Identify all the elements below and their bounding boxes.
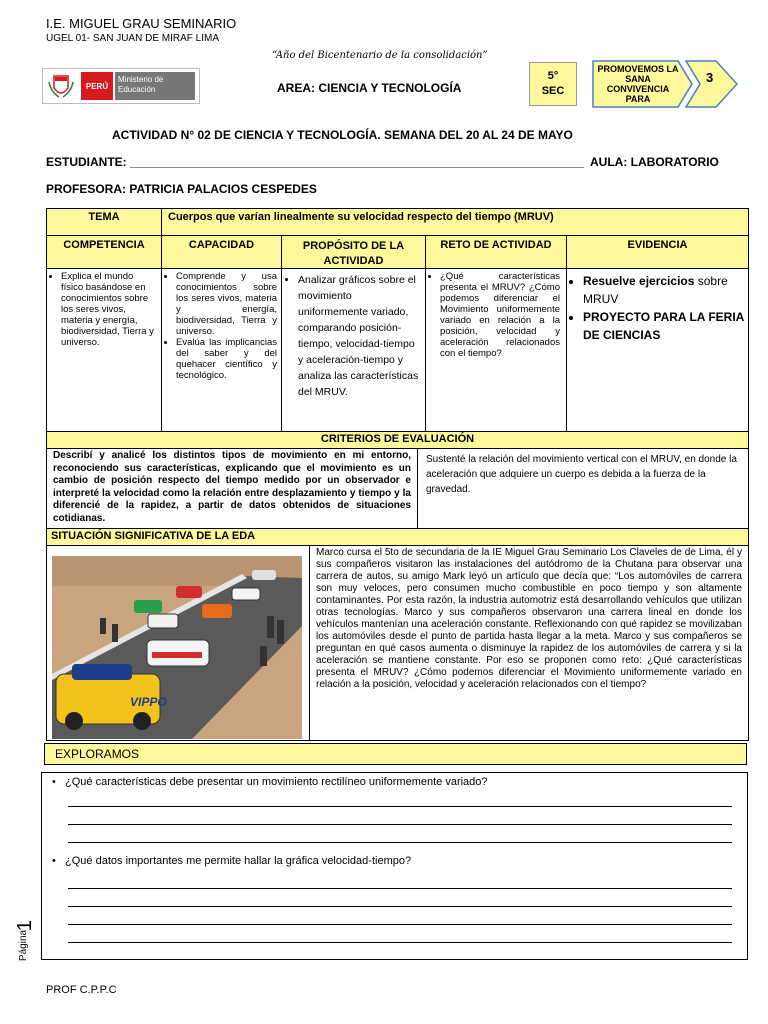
situacion-title: SITUACIÓN SIGNIFICATIVA DE LA EDA [46,528,749,546]
header-reto: RETO DE ACTIVIDAD [425,235,567,269]
criterio-1: Describí y analicé los distintos tipos de movimiento en mi entorno, reconociendo sus características, explicando que el movimiento es un cambio de posición respecto del tiempo medido por un observador e interpreté la velocidad como la relación entre desplazamiento y tiempo y la diferencié de la rapidez, a partir de datos obtenidos de situaciones cotidianas. [46,448,418,529]
peru-shield-icon [46,72,76,100]
competencia-text: • Explica el mundo físico basándose en conocimientos sobre los seres vivos, materia y energía, biodiversidad, Tierra y universo. [61,271,157,348]
tema-value: Cuerpos que varían linealmente su velocidad respecto del tiempo (MRUV) [161,208,749,236]
page-label: Página [18,929,30,962]
answer-line[interactable] [68,888,732,890]
race-photo [52,556,302,739]
page-number [14,920,44,970]
tema-label: TEMA [46,208,162,236]
promo-label: PROMOVEMOS LA SANA CONVIVENCIA PARA [597,64,679,104]
race-photo-image [52,556,302,739]
header-capacidad: CAPACIDAD [161,235,282,269]
promo-number: 3 [706,70,714,85]
criterios-title: CRITERIOS DE EVALUACIÓN [46,431,749,449]
answer-line[interactable] [68,906,732,908]
criterio-2: Sustenté la relación del movimiento vertical con el MRUV, en donde la aceleración que adquiere un cuerpo es debida a la fuerza de la gravedad. [417,448,749,529]
competencia-cell [46,268,162,432]
header-proposito: PROPÓSITO DE LA ACTIVIDAD [281,235,426,269]
ugel-name: UGEL 01- SAN JUAN DE MIRAF LIMA [46,33,219,44]
question-1: • ¿Qué características debe presentar un movimiento rectilíneo uniformemente variado? [52,776,488,788]
evidencia-item-2: • PROYECTO PARA LA FERIA DE CIENCIAS [583,308,744,344]
year-motto: “Año del Bicentenario de la consolidación” [272,50,488,61]
capacidad-cell [161,268,282,432]
page-num: 1 [14,919,37,932]
capacidad-item-2: • Evalúa las implicancias del saber y del quehacer científico y tecnológico. [176,337,277,381]
grade-box [529,62,577,106]
reto-text: • ¿Qué características presenta el MRUV? ¿Cómo podemos diferenciar el Movimiento uniformemente variado en relación a la posición, velocidad y aceleración relacionados con el tiempo? [440,271,560,359]
answer-line[interactable] [68,824,732,826]
grade-number: 5° [547,70,559,82]
evidencia-item-1: • Resuelve ejercicios sobre MRUV [583,272,744,308]
answer-line[interactable] [68,806,732,808]
ministry-label: Ministerio de Educación [115,72,195,100]
proposito-text: • Analizar gráficos sobre el movimiento uniformemente variado, comparando posición-tiempo, velocidad-tiempo y aceleración-tiempo y analiza las características del MRUV. [298,272,421,400]
footer-prof: PROF C.P.P.C [46,984,117,996]
activity-title: ACTIVIDAD N° 02 DE CIENCIA Y TECNOLOGÍA. SEMANA DEL 20 AL 24 DE MAYO [112,128,573,142]
situacion-text: Marco cursa el 5to de secundaria de la IE Miguel Grau Seminario Los Claveles de de Lima, él y sus compañeros visitaron las instalaciones del autódromo de la Chutana para observar una carrera de autos, su amigo Mark leyó un artículo que decía que: “Los automóviles de carrera son muy veloces, pero consumen mucho combustible en poco tiempo y son altamente contaminantes. Por esta razón, la industria automotriz está desarrollando vehículos que utilizan otras tecnologías. Marco y sus compañeros observaron una carrera lineal en donde los vehículos mantenían una aceleración constante. Reflexionando con qué rapidez se movilizaban los automóviles desde el punto de partida hasta llegar a la meta. Marco y sus compañeros se preguntan en qué casos aumenta o disminuye la rapidez de los automóviles de carrera y si la aceleración se mantiene constante. Por eso se proponen como reto: ¿Qué características presenta el MRUV? ¿Cómo podemos diferenciar el Movimiento uniformemente variado en relación a la posición, velocidad y aceleración relacionados con el tiempo? [309,545,749,741]
header-competencia: COMPETENCIA [46,235,162,269]
proposito-cell [281,268,426,432]
grade-level: SEC [541,85,565,97]
explore-title: EXPLORAMOS [44,743,747,765]
capacidad-item-1: • Comprende y usa conocimientos sobre los seres vivos, materia y energía, biodiversidad, Tierra y universo. [176,271,277,337]
answer-line[interactable] [68,942,732,944]
question-2: • ¿Qué datos importantes me permite hallar la gráfica velocidad-tiempo? [52,855,412,867]
teacher-line: PROFESORA: PATRICIA PALACIOS CESPEDES [46,182,317,196]
answer-line[interactable] [68,842,732,844]
student-line: ESTUDIANTE: ____________________________________________________________________ [46,155,584,169]
car-sponsor-text: VIPPO [130,695,167,709]
area-title: AREA: CIENCIA Y TECNOLOGÍA [277,81,462,95]
peru-label: PERÚ [81,72,113,100]
reto-cell [425,268,567,432]
school-name: I.E. MIGUEL GRAU SEMINARIO [46,16,237,31]
header-evidencia: EVIDENCIA [566,235,749,269]
aula-label: AULA: LABORATORIO [590,155,719,169]
evidencia-cell [566,268,749,432]
answer-line[interactable] [68,924,732,926]
ministry-logo [42,68,200,104]
